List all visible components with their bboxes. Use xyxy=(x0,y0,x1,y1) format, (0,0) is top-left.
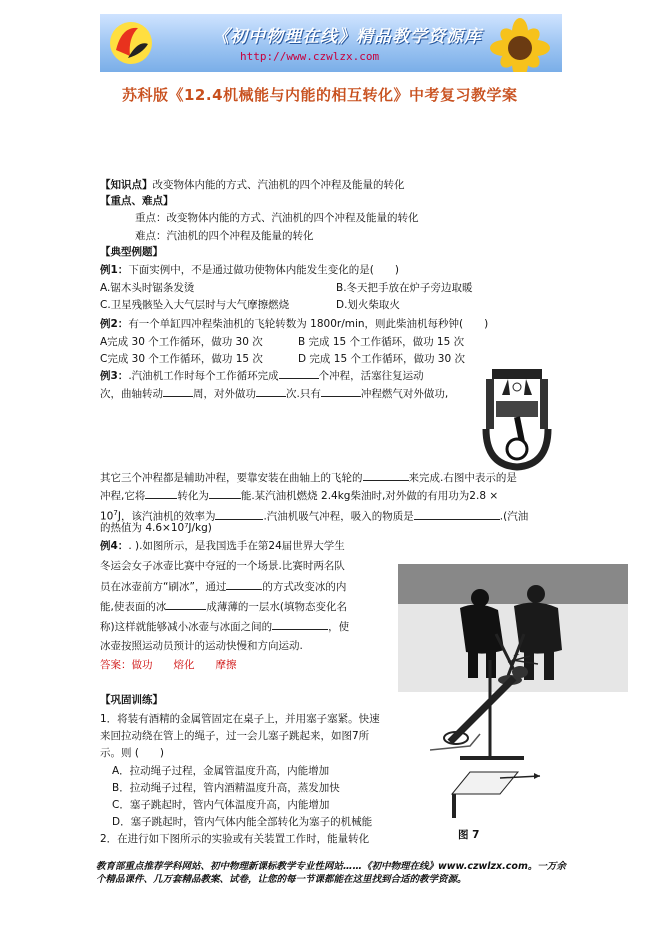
ex4-text-4a: 能,使表面的冰 xyxy=(100,601,167,613)
ex3-text-2d: 冲程燃气对外做功, xyxy=(360,388,449,400)
ex3-blank-efficiency[interactable] xyxy=(215,509,263,520)
ex3-blank-energy-from[interactable] xyxy=(145,488,177,499)
table-top xyxy=(452,772,518,794)
ex3-exponent: 7 xyxy=(113,509,118,517)
ex3-line-1 xyxy=(100,368,424,383)
q1-line-3: 示。则 ( ) xyxy=(100,747,165,759)
ex4-text-4b: 成薄薄的一层水(填物态变化名 xyxy=(206,601,347,613)
stopper-motion-lines xyxy=(508,654,538,664)
spark-plug xyxy=(513,383,521,391)
difficult-point: 难点：汽油机的四个冲程及能量的转化 xyxy=(135,230,314,242)
banner-title: 《初中物理在线》精品教学资源库 xyxy=(212,27,482,47)
ex3-label: 例3： xyxy=(100,370,129,382)
ex4-line-3 xyxy=(100,579,346,594)
ex4-text-5b: ，使 xyxy=(328,621,350,633)
ex3-blank-turns[interactable] xyxy=(163,386,193,397)
footer-line-2: 个精品课件、几万套精品教案、试卷，让您的每一节课都能在这里找到合适的教学资源。 xyxy=(96,874,467,885)
q1-option-b: B．拉动绳子过程，管内酒精温度升高，蒸发加快 xyxy=(112,782,340,794)
ex1-stem-line xyxy=(100,263,399,277)
ex3-text-2c: 次.只有 xyxy=(286,388,321,400)
ex2-option-d: D 完成 15 个工作循环，做功 30 次 xyxy=(298,353,465,365)
ex3-blank-substance[interactable] xyxy=(414,509,500,520)
ex1-stem: 下面实例中，不是通过做功使物体内能发生变化的是( ) xyxy=(128,264,400,276)
ex4-text-5a: 称)这样就能够减小冰壶与冰面之间的 xyxy=(100,621,273,633)
practice-label: 【巩固训练】 xyxy=(100,694,163,706)
page-title: 苏科版《12.4机械能与内能的相互转化》中考复习教学案 xyxy=(122,86,518,104)
sunflower-icon xyxy=(472,18,562,72)
ex3-text-3b: 来完成.右图中表示的是 xyxy=(408,472,517,484)
ex3-line-4 xyxy=(100,488,498,503)
ex4-text-3a: 员在冰壶前方“刷冰”，通过 xyxy=(100,581,227,593)
intake-valve xyxy=(502,379,510,395)
ex3-text-2a: 次，曲轴转动 xyxy=(100,388,163,400)
header-banner xyxy=(100,14,562,72)
ex2-stem-line xyxy=(100,317,488,331)
ex4-answer: 答案：做功 熔化 摩擦 xyxy=(100,659,237,671)
banner-url[interactable]: http://www.czwlzx.com xyxy=(240,50,380,63)
ex1-label: 例1： xyxy=(100,264,129,276)
ex3-blank-work[interactable] xyxy=(256,386,286,397)
ex1-option-d: D.划火柴取火 xyxy=(336,299,400,311)
q1-option-c: C．塞子跳起时，管内气体温度升高，内能增加 xyxy=(112,799,330,811)
ex1-option-b: B.冬天把手放在炉子旁边取暖 xyxy=(336,282,473,294)
ex4-blank-method[interactable] xyxy=(226,579,262,590)
ex4-blank-phase[interactable] xyxy=(166,599,206,610)
ex3-text-5b: J，该汽油机的效率为 xyxy=(117,510,216,523)
q1-line-2: 来回拉动绕在管上的绳子，过一会儿塞子跳起来，如图7所 xyxy=(100,730,370,742)
ex3-text-1: .汽油机工作时每个工作循环完成 xyxy=(128,370,279,382)
cylinder-head xyxy=(492,369,542,379)
knowledge-text: 改变物体内能的方式、汽油机的四个冲程及能量的转化 xyxy=(152,179,405,191)
ex3-blank-strokes[interactable] xyxy=(279,368,319,379)
ex3-text-3a: 其它三个冲程都是辅助冲程，要靠安装在曲轴上的飞轮的 xyxy=(100,472,363,484)
ex4-text-3b: 的方式改变冰的内 xyxy=(262,581,347,593)
ex3-text-4b: 转化为 xyxy=(177,490,209,502)
ex3-line-2 xyxy=(100,386,448,401)
table-leg xyxy=(452,794,456,818)
ex4-text-1: . ).如图所示，是我国选手在第24届世界大学生 xyxy=(128,540,345,552)
footer-line-1: 教育部重点推荐学科网站、初中物理新课标教学专业性网站……《初中物理在线》www.czwlzx.com。一万余 xyxy=(96,861,566,872)
crankshaft xyxy=(507,439,527,459)
piston xyxy=(496,401,538,417)
engine-diagram xyxy=(478,365,556,471)
q1-option-a: A．拉动绳子过程，金属管温度升高，内能增加 xyxy=(112,765,330,777)
ex3-text-1b: 个冲程，活塞往复运动 xyxy=(318,370,424,382)
ex4-line-5 xyxy=(100,619,349,634)
ex4-blank-friction[interactable] xyxy=(272,619,328,630)
footer xyxy=(96,860,576,886)
site-logo-icon xyxy=(108,20,154,66)
ex3-text-4c: 能.某汽油机燃烧 2.4kg柴油时,对外做的有用功为2.8 × xyxy=(240,490,499,502)
ex3-line-6: 的热值为 4.6×10⁷J/kg) xyxy=(100,522,212,534)
cylinder-wall-right xyxy=(540,379,548,429)
ex3-blank-inertia[interactable] xyxy=(363,470,409,481)
ex4-line-4 xyxy=(100,599,347,614)
ex3-text-2b: 周，对外做功 xyxy=(193,388,256,400)
ex2-option-c: C完成 30 个工作循环，做功 15 次 xyxy=(100,353,263,365)
knowledge-line xyxy=(100,178,405,192)
ex3-text-5a: 10 xyxy=(100,510,114,523)
ex4-label: 例4： xyxy=(100,540,129,552)
examples-label: 【典型例题】 xyxy=(100,246,163,258)
ex3-text-5c: .汽油机吸气冲程，吸入的物质是 xyxy=(263,510,414,523)
cylinder-wall-left xyxy=(486,379,494,429)
ex3-blank-energy-to[interactable] xyxy=(209,488,241,499)
q2-line-1: 2．在进行如下图所示的实验或有关装置工作时，能量转化 xyxy=(100,833,370,845)
ex1-option-c: C.卫星残骸坠入大气层时与大气摩擦燃烧 xyxy=(100,299,290,311)
ex1-option-a: A.锯木头时锯条发烫 xyxy=(100,282,195,294)
ex4-line-6: 冰壶按照运动员预计的运动快慢和方向运动. xyxy=(100,640,303,652)
q1-option-d: D．塞子跳起时，管内气体内能全部转化为塞子的机械能 xyxy=(112,816,373,828)
ex3-blank-stroke-name[interactable] xyxy=(321,386,361,397)
pull-arrowhead xyxy=(534,773,540,779)
ex3-text-4a: 冲程,它将 xyxy=(100,490,146,502)
exhaust-valve xyxy=(524,379,532,395)
ex2-stem: 有一个单缸四冲程柴油机的飞轮转数为 1800r/min，则此柴油机每秒钟( ) xyxy=(128,318,489,330)
ex3-text-5d: .(汽油 xyxy=(499,510,529,523)
stopper xyxy=(512,666,528,678)
key-point: 重点：改变物体内能的方式、汽油机的四个冲程及能量的转化 xyxy=(135,212,419,224)
ex4-line-2: 冬运会女子冰壶比赛中夺冠的一个场景.比赛时两名队 xyxy=(100,560,345,572)
q1-line-1: 1．将装有酒精的金属管固定在桌子上，并用塞子塞紧。快速 xyxy=(100,713,380,725)
knowledge-label: 【知识点】 xyxy=(100,179,153,191)
ex3-line-3 xyxy=(100,470,517,485)
ex2-option-a: A完成 30 个工作循环，做功 30 次 xyxy=(100,336,263,348)
figure-7-diagram xyxy=(430,654,546,824)
figure-7-label: 图 7 xyxy=(458,829,480,841)
ex2-label: 例2： xyxy=(100,318,129,330)
ex2-option-b: B 完成 15 个工作循环，做功 15 次 xyxy=(298,336,465,348)
focus-label: 【重点、难点】 xyxy=(100,195,174,207)
ex4-line-1 xyxy=(100,539,345,553)
